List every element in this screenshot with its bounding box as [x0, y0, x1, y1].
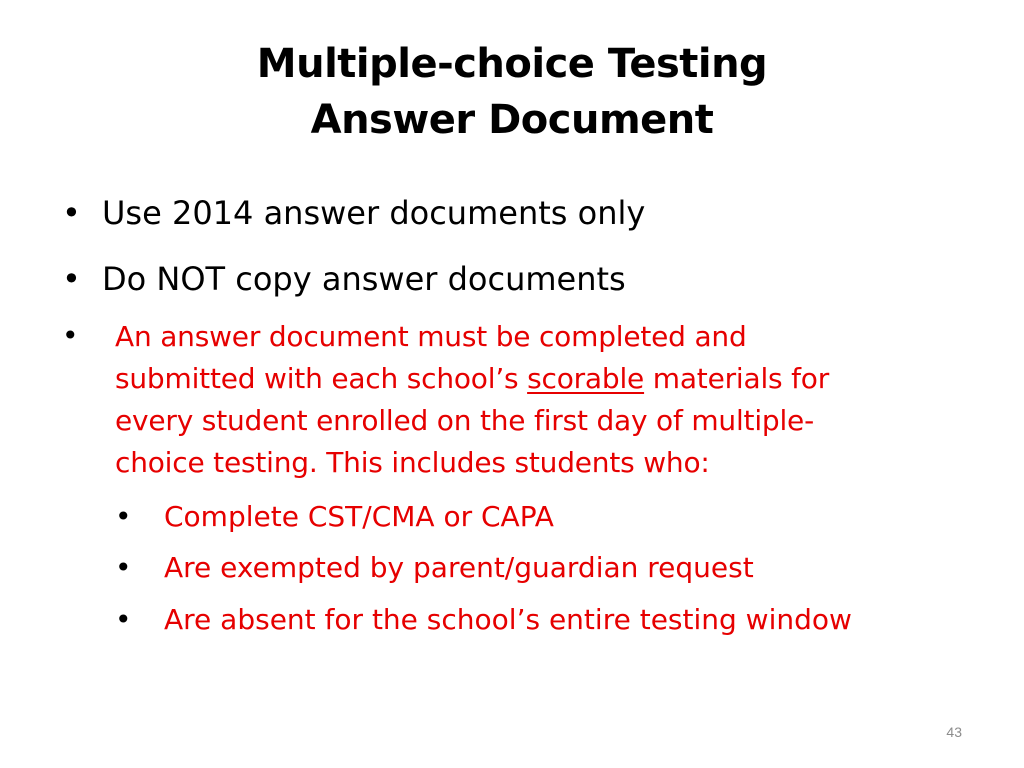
red-bullet-paragraph [115, 316, 975, 484]
bullet-marker: • [62, 260, 81, 298]
line2-before: submitted with each school’s [115, 362, 528, 395]
bullet-text: Use 2014 answer documents only [102, 194, 646, 232]
bullet-text: Do NOT copy answer documents [102, 260, 626, 298]
sub-bullet-text: Are exempted by parent/guardian request [164, 551, 754, 584]
sub-bullet-text: Are absent for the school’s entire testing window [164, 603, 852, 636]
page-number: 43 [946, 724, 962, 740]
sub-bullet-text: Complete CST/CMA or CAPA [164, 500, 554, 533]
scorable-underlined: scorable [527, 362, 645, 395]
red-bullet-marker-row [62, 316, 79, 356]
line2-after: materials for [644, 362, 830, 395]
bullet-marker: • [62, 319, 79, 352]
sub-bullet-marker: • [115, 551, 132, 584]
sub-bullet-marker: • [115, 603, 132, 636]
paragraph-line-3: every student enrolled on the first day of multiple- [115, 404, 814, 437]
title-line-1: Multiple-choice Testing [256, 41, 768, 87]
bullet-marker: • [62, 194, 81, 232]
paragraph-line-1: An answer document must be completed and [115, 320, 747, 353]
paragraph-line-4: choice testing. This includes students who: [115, 446, 710, 479]
paragraph-line-2 [115, 358, 975, 400]
sub-bullet-marker: • [115, 500, 132, 533]
title-line-2: Answer Document [310, 97, 714, 143]
